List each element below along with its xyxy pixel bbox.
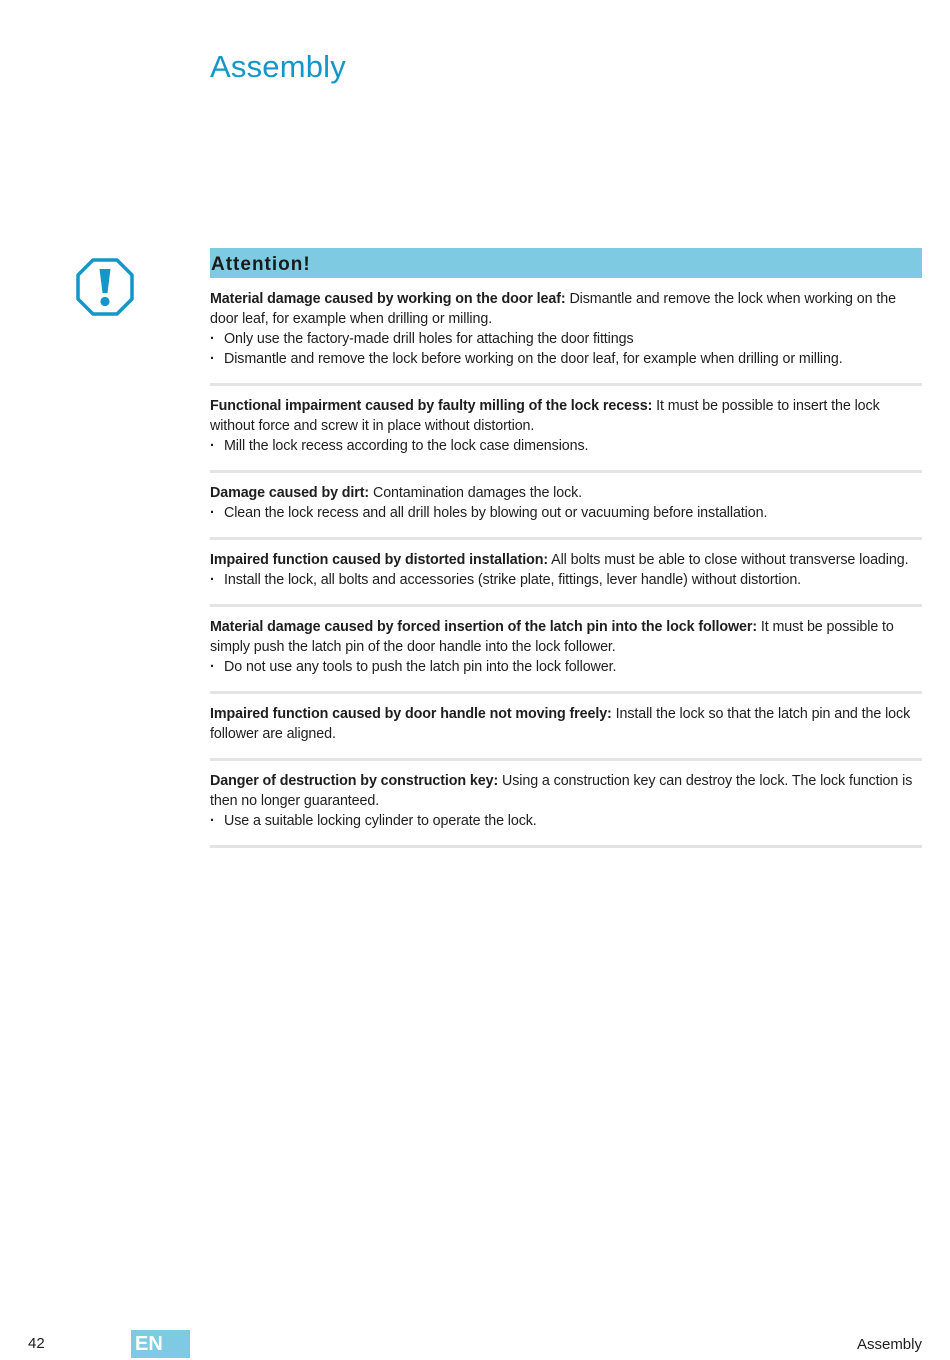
warning-octagon-icon xyxy=(75,257,135,317)
notice-item-body: Dismantle and remove the lock when working on the door leaf, for example when drilling or milling. xyxy=(210,291,896,327)
bullet-item: · Use a suitable locking cylinder to operate the lock. xyxy=(210,811,922,831)
notice-item-title: Impaired function caused by distorted installation: xyxy=(210,552,549,568)
notice-item xyxy=(210,691,922,758)
notice-item-title: Damage caused by dirt: xyxy=(210,485,370,501)
notice-item xyxy=(210,278,922,383)
page-title: Assembly xyxy=(210,48,346,84)
notice-item-title: Functional impairment caused by faulty milling of the lock recess: xyxy=(210,398,653,414)
bullet-item: · Install the lock, all bolts and accessories (strike plate, fittings, lever handle) without distortion. xyxy=(210,570,922,590)
notice-item-body: All bolts must be able to close without transverse loading. xyxy=(548,552,909,568)
notice-item-text xyxy=(210,617,922,657)
notice-item xyxy=(210,604,922,691)
notice-item-text xyxy=(210,550,922,570)
notice-header xyxy=(210,248,922,278)
notice-item-title: Danger of destruction by construction key: xyxy=(210,773,499,789)
notice-item-text xyxy=(210,771,922,811)
notice-item xyxy=(210,537,922,604)
notice-item-text xyxy=(210,483,922,503)
bullet-item: · Mill the lock recess according to the lock case dimensions. xyxy=(210,436,922,456)
notice-item xyxy=(210,383,922,470)
notice-end-divider xyxy=(210,845,922,848)
language-badge: EN xyxy=(131,1330,190,1358)
notice-heading: Attention! xyxy=(211,254,311,275)
bullet-item: · Dismantle and remove the lock before working on the door leaf, for example when drilling or milling. xyxy=(210,349,922,369)
notice-item-body: It must be possible to simply push the latch pin of the door handle into the lock follower. xyxy=(210,619,894,655)
notice-item-body: Install the lock so that the latch pin and the lock follower are aligned. xyxy=(210,706,911,742)
notice-item-text xyxy=(210,704,922,744)
notice-item xyxy=(210,470,922,537)
notice-item xyxy=(210,758,922,845)
notice-item-title: Material damage caused by working on the door leaf: xyxy=(210,291,566,307)
notice-item-title: Material damage caused by forced insertion of the latch pin into the lock follower: xyxy=(210,619,757,635)
page-number: 42 xyxy=(28,1335,45,1352)
bullet-item: · Clean the lock recess and all drill holes by blowing out or vacuuming before installation. xyxy=(210,503,922,523)
notice-item-body: Using a construction key can destroy the lock. The lock function is then no longer guaranteed. xyxy=(210,773,913,809)
notice-item-body: It must be possible to insert the lock without force and screw it in place without distortion. xyxy=(210,398,880,434)
bullet-item: · Only use the factory-made drill holes for attaching the door fittings xyxy=(210,329,922,349)
footer-section-title: Assembly xyxy=(856,1336,922,1353)
notice-item-text xyxy=(210,396,922,436)
notice-item-text xyxy=(210,289,922,329)
bullet-item: · Do not use any tools to push the latch pin into the lock follower. xyxy=(210,657,922,677)
notice-item-body: Contamination damages the lock. xyxy=(369,485,583,501)
notice-item-title: Impaired function caused by door handle not moving freely: xyxy=(210,706,612,722)
attention-notice xyxy=(210,248,922,848)
